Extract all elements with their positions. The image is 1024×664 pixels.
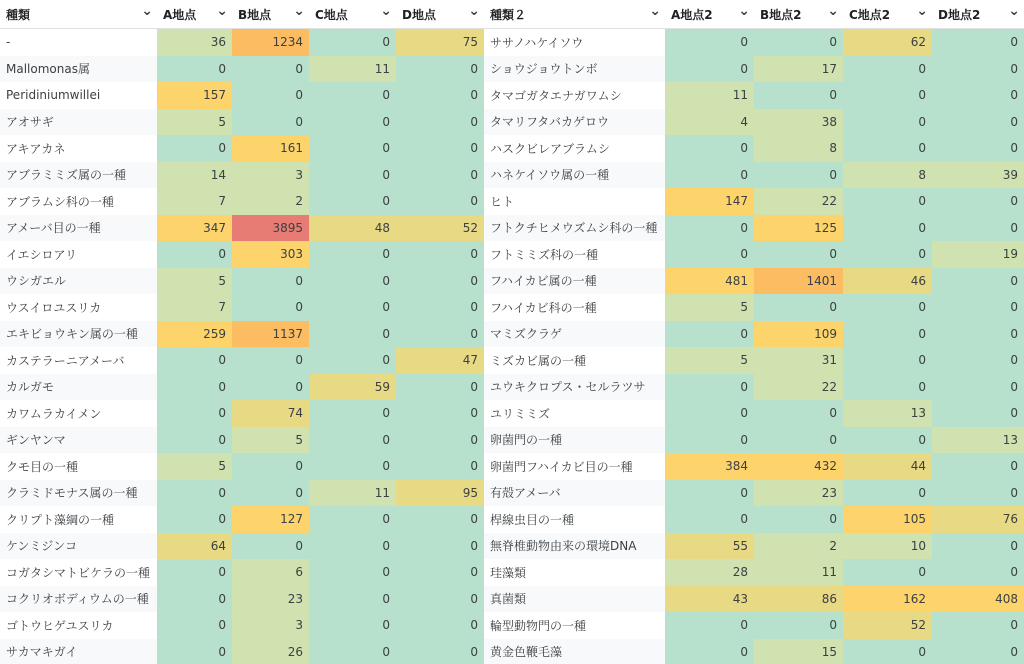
cell-a[interactable]: 7	[157, 294, 232, 321]
table-row	[0, 162, 1024, 189]
cell-b2[interactable]: 11	[754, 559, 843, 586]
cell-d2[interactable]: 0	[932, 559, 1024, 586]
cell-b2[interactable]: 0	[754, 506, 843, 533]
cell-c2[interactable]: 0	[843, 347, 932, 374]
cell-d2[interactable]: 0	[932, 268, 1024, 295]
cell-c[interactable]: 0	[309, 559, 396, 586]
cell-c[interactable]: 0	[309, 294, 396, 321]
cell-b[interactable]: 6	[232, 559, 309, 586]
cell-c2[interactable]: 46	[843, 268, 932, 295]
cell-b[interactable]: 0	[232, 480, 309, 507]
chevron-down-icon[interactable]: ⌄	[916, 3, 928, 19]
species-name-cell[interactable]: フトミミズ科の一種	[484, 241, 665, 268]
table-row	[0, 506, 1024, 533]
cell-b[interactable]: 0	[232, 268, 309, 295]
cell-c[interactable]: 0	[309, 347, 396, 374]
cell-d2[interactable]: 0	[932, 639, 1024, 664]
cell-d2[interactable]: 0	[932, 612, 1024, 639]
cell-c2[interactable]: 0	[843, 427, 932, 454]
cell-b[interactable]: 0	[232, 82, 309, 109]
cell-d[interactable]: 0	[396, 241, 484, 268]
species-name-cell[interactable]: ヒト	[484, 188, 665, 215]
species-name-cell[interactable]: ケンミジンコ	[0, 533, 157, 560]
species-name-cell[interactable]: クラミドモナス属の一種	[0, 480, 157, 507]
species-name-cell[interactable]: ユリミミズ	[484, 400, 665, 427]
cell-b[interactable]: 0	[232, 374, 309, 401]
cell-d2[interactable]: 76	[932, 506, 1024, 533]
cell-c2[interactable]: 0	[843, 109, 932, 136]
cell-c[interactable]: 0	[309, 188, 396, 215]
table-row	[0, 268, 1024, 295]
cell-a[interactable]: 14	[157, 162, 232, 189]
cell-a[interactable]: 0	[157, 56, 232, 83]
cell-a2[interactable]: 5	[665, 294, 754, 321]
cell-b2[interactable]: 8	[754, 135, 843, 162]
species-name-cell[interactable]: 有殻アメーバ	[484, 480, 665, 507]
cell-d[interactable]: 0	[396, 135, 484, 162]
cell-a2[interactable]: 0	[665, 56, 754, 83]
chevron-down-icon[interactable]: ⌄	[380, 3, 392, 19]
cell-b2[interactable]: 0	[754, 29, 843, 56]
cell-a2[interactable]: 384	[665, 453, 754, 480]
cell-b[interactable]: 3	[232, 162, 309, 189]
cell-b[interactable]: 74	[232, 400, 309, 427]
column-header-b2[interactable]	[754, 0, 843, 29]
column-header-label: C地点2	[849, 7, 891, 22]
species-name-cell[interactable]: カルガモ	[0, 374, 157, 401]
column-header-c[interactable]	[309, 0, 396, 29]
cell-a[interactable]: 259	[157, 321, 232, 348]
cell-d[interactable]: 95	[396, 480, 484, 507]
cell-d2[interactable]: 0	[932, 400, 1024, 427]
cell-b[interactable]: 0	[232, 56, 309, 83]
cell-c[interactable]: 0	[309, 586, 396, 613]
species-name-cell[interactable]: コクリオボディウムの一種	[0, 586, 157, 613]
cell-c[interactable]: 0	[309, 162, 396, 189]
cell-b2[interactable]: 22	[754, 374, 843, 401]
cell-c[interactable]: 0	[309, 506, 396, 533]
species-name-cell[interactable]: クリプト藻綱の一種	[0, 506, 157, 533]
species-name-cell[interactable]: 輪型動物門の一種	[484, 612, 665, 639]
species-name-cell[interactable]: ハネケイソウ属の一種	[484, 162, 665, 189]
table-row	[0, 453, 1024, 480]
cell-a2[interactable]: 0	[665, 321, 754, 348]
species-name-cell[interactable]: カワムラカイメン	[0, 400, 157, 427]
species-name-cell[interactable]: ユウキクロプス・セルラツサ	[484, 374, 665, 401]
cell-b[interactable]: 127	[232, 506, 309, 533]
cell-d[interactable]: 0	[396, 559, 484, 586]
cell-a2[interactable]: 5	[665, 347, 754, 374]
cell-a[interactable]: 0	[157, 135, 232, 162]
table-row	[0, 188, 1024, 215]
cell-d[interactable]: 0	[396, 586, 484, 613]
chevron-down-icon[interactable]: ⌄	[649, 3, 661, 19]
cell-a[interactable]: 0	[157, 586, 232, 613]
cell-b[interactable]: 1137	[232, 321, 309, 348]
cell-c[interactable]: 59	[309, 374, 396, 401]
column-header-label: A地点2	[671, 7, 713, 22]
cell-c2[interactable]: 105	[843, 506, 932, 533]
cell-d[interactable]: 0	[396, 162, 484, 189]
cell-d2[interactable]: 0	[932, 533, 1024, 560]
cell-b2[interactable]: 15	[754, 639, 843, 664]
cell-a2[interactable]: 0	[665, 612, 754, 639]
species-name-cell[interactable]: ウシガエル	[0, 268, 157, 295]
cell-a2[interactable]: 147	[665, 188, 754, 215]
cell-c[interactable]: 0	[309, 639, 396, 664]
cell-a2[interactable]: 0	[665, 506, 754, 533]
cell-a[interactable]: 0	[157, 427, 232, 454]
table-row	[0, 241, 1024, 268]
table-row	[0, 82, 1024, 109]
cell-a2[interactable]: 0	[665, 374, 754, 401]
cell-d2[interactable]: 0	[932, 82, 1024, 109]
species-name-cell[interactable]: 卵菌門の一種	[484, 427, 665, 454]
cell-c[interactable]: 0	[309, 109, 396, 136]
species-name-cell[interactable]: 黄金色鞭毛藻	[484, 639, 665, 664]
species-name-cell[interactable]: ゴトウヒゲユスリカ	[0, 612, 157, 639]
cell-a[interactable]: 0	[157, 347, 232, 374]
species-name-cell[interactable]: 無脊椎動物由来の環境DNA	[484, 533, 665, 560]
cell-b2[interactable]: 0	[754, 427, 843, 454]
cell-c2[interactable]: 0	[843, 639, 932, 664]
cell-a[interactable]: 36	[157, 29, 232, 56]
cell-b2[interactable]: 38	[754, 109, 843, 136]
header-row	[0, 0, 1024, 29]
cell-b2[interactable]: 22	[754, 188, 843, 215]
species-name-cell[interactable]: アブラミミズ属の一種	[0, 162, 157, 189]
species-name-cell[interactable]: ハスクビレアブラムシ	[484, 135, 665, 162]
cell-b2[interactable]: 23	[754, 480, 843, 507]
cell-b2[interactable]: 86	[754, 586, 843, 613]
cell-d[interactable]: 0	[396, 506, 484, 533]
cell-b[interactable]: 5	[232, 427, 309, 454]
species-name-cell[interactable]: クモ目の一種	[0, 453, 157, 480]
table-row	[0, 321, 1024, 348]
cell-b2[interactable]: 0	[754, 241, 843, 268]
cell-d2[interactable]: 408	[932, 586, 1024, 613]
table-row	[0, 109, 1024, 136]
cell-b2[interactable]: 0	[754, 294, 843, 321]
species-name-cell[interactable]: フハイカビ属の一種	[484, 268, 665, 295]
cell-b2[interactable]: 2	[754, 533, 843, 560]
cell-c[interactable]: 0	[309, 612, 396, 639]
table-row	[0, 215, 1024, 242]
column-header-c2[interactable]	[843, 0, 932, 29]
cell-c[interactable]: 0	[309, 453, 396, 480]
species-name-cell[interactable]: 珪藻類	[484, 559, 665, 586]
species-name-cell[interactable]: アオサギ	[0, 109, 157, 136]
cell-b[interactable]: 0	[232, 109, 309, 136]
table-row	[0, 559, 1024, 586]
cell-a[interactable]: 0	[157, 612, 232, 639]
cell-a[interactable]: 0	[157, 480, 232, 507]
cell-a[interactable]: 0	[157, 374, 232, 401]
species-name-cell[interactable]: フトクチヒメウズムシ科の一種	[484, 215, 665, 242]
table-row	[0, 533, 1024, 560]
cell-b[interactable]: 2	[232, 188, 309, 215]
cell-c2[interactable]: 0	[843, 559, 932, 586]
cell-a[interactable]: 7	[157, 188, 232, 215]
column-header-label: 種類２	[490, 7, 527, 22]
cell-d2[interactable]: 0	[932, 188, 1024, 215]
column-header-label: B地点2	[760, 7, 802, 22]
table-row	[0, 612, 1024, 639]
cell-c2[interactable]: 0	[843, 215, 932, 242]
cell-b[interactable]: 161	[232, 135, 309, 162]
table-row	[0, 374, 1024, 401]
species-name-cell[interactable]: タマリフタバカゲロウ	[484, 109, 665, 136]
species-name-cell[interactable]: マミズクラゲ	[484, 321, 665, 348]
cell-a[interactable]: 64	[157, 533, 232, 560]
column-header-label: 種類	[6, 7, 31, 22]
cell-a[interactable]: 0	[157, 506, 232, 533]
column-header-d2[interactable]	[932, 0, 1024, 29]
cell-c[interactable]: 48	[309, 215, 396, 242]
cell-d[interactable]: 0	[396, 109, 484, 136]
cell-b2[interactable]: 432	[754, 453, 843, 480]
species-name-cell[interactable]: ギンヤンマ	[0, 427, 157, 454]
cell-c[interactable]: 0	[309, 321, 396, 348]
cell-d[interactable]: 0	[396, 56, 484, 83]
cell-b2[interactable]: 1401	[754, 268, 843, 295]
cell-b[interactable]: 26	[232, 639, 309, 664]
species-name-cell[interactable]: -	[0, 29, 157, 56]
chevron-down-icon[interactable]: ⌄	[293, 3, 305, 19]
cell-d[interactable]: 0	[396, 453, 484, 480]
cell-c[interactable]: 0	[309, 241, 396, 268]
cell-c2[interactable]: 0	[843, 135, 932, 162]
cell-c2[interactable]: 0	[843, 480, 932, 507]
cell-a2[interactable]: 43	[665, 586, 754, 613]
species-name-cell[interactable]: アブラムシ科の一種	[0, 188, 157, 215]
table-row	[0, 294, 1024, 321]
chevron-down-icon[interactable]: ⌄	[216, 3, 228, 19]
cell-d2[interactable]: 0	[932, 29, 1024, 56]
cell-b[interactable]: 0	[232, 453, 309, 480]
cell-d[interactable]: 0	[396, 533, 484, 560]
cell-a2[interactable]: 0	[665, 29, 754, 56]
cell-a[interactable]: 157	[157, 82, 232, 109]
cell-b2[interactable]: 0	[754, 400, 843, 427]
cell-b2[interactable]: 31	[754, 347, 843, 374]
cell-b[interactable]: 3	[232, 612, 309, 639]
chevron-down-icon[interactable]: ⌄	[738, 3, 750, 19]
cell-a2[interactable]: 0	[665, 241, 754, 268]
species-name-cell[interactable]: エキビョウキン属の一種	[0, 321, 157, 348]
cell-d2[interactable]: 13	[932, 427, 1024, 454]
cell-c2[interactable]: 8	[843, 162, 932, 189]
cell-c2[interactable]: 44	[843, 453, 932, 480]
column-header-d[interactable]	[396, 0, 484, 29]
chevron-down-icon[interactable]: ⌄	[468, 3, 480, 19]
cell-a2[interactable]: 0	[665, 427, 754, 454]
column-header-label: D地点	[402, 7, 436, 22]
cell-a2[interactable]: 0	[665, 162, 754, 189]
species-name-cell[interactable]: 桿線虫目の一種	[484, 506, 665, 533]
cell-b2[interactable]: 0	[754, 82, 843, 109]
cell-d2[interactable]: 19	[932, 241, 1024, 268]
species-name-cell[interactable]: カステラーニアメーバ	[0, 347, 157, 374]
table-row	[0, 29, 1024, 56]
cell-c[interactable]: 0	[309, 135, 396, 162]
cell-d[interactable]: 47	[396, 347, 484, 374]
species-name-cell[interactable]: ササノハケイソウ	[484, 29, 665, 56]
cell-a[interactable]: 0	[157, 639, 232, 664]
cell-d2[interactable]: 0	[932, 321, 1024, 348]
cell-d2[interactable]: 0	[932, 56, 1024, 83]
cell-c2[interactable]: 0	[843, 374, 932, 401]
cell-c2[interactable]: 10	[843, 533, 932, 560]
cell-d[interactable]: 0	[396, 612, 484, 639]
species-name-cell[interactable]: Peridiniumwillei	[0, 82, 157, 109]
species-name-cell[interactable]: フハイカビ科の一種	[484, 294, 665, 321]
column-header-a2[interactable]	[665, 0, 754, 29]
species-name-cell[interactable]: サカマキガイ	[0, 639, 157, 664]
cell-c2[interactable]: 62	[843, 29, 932, 56]
column-header-species2[interactable]	[484, 0, 665, 29]
cell-a2[interactable]: 481	[665, 268, 754, 295]
cell-b[interactable]: 0	[232, 533, 309, 560]
cell-b2[interactable]: 0	[754, 162, 843, 189]
cell-d[interactable]: 0	[396, 639, 484, 664]
cell-c2[interactable]: 0	[843, 188, 932, 215]
cell-b2[interactable]: 0	[754, 612, 843, 639]
cell-c2[interactable]: 0	[843, 241, 932, 268]
table-row	[0, 400, 1024, 427]
cell-a2[interactable]: 0	[665, 400, 754, 427]
cell-c[interactable]: 11	[309, 480, 396, 507]
species-name-cell[interactable]: ウスイロユスリカ	[0, 294, 157, 321]
cell-d2[interactable]: 0	[932, 215, 1024, 242]
table-row	[0, 56, 1024, 83]
cell-c[interactable]: 11	[309, 56, 396, 83]
column-header-label: B地点	[238, 7, 272, 22]
cell-a2[interactable]: 0	[665, 480, 754, 507]
column-header-label: D地点2	[938, 7, 981, 22]
column-header-a[interactable]	[157, 0, 232, 29]
cell-a[interactable]: 347	[157, 215, 232, 242]
cell-b[interactable]: 3895	[232, 215, 309, 242]
cell-d[interactable]: 52	[396, 215, 484, 242]
cell-a[interactable]: 0	[157, 559, 232, 586]
cell-d[interactable]: 75	[396, 29, 484, 56]
cell-a[interactable]: 0	[157, 241, 232, 268]
table-row	[0, 586, 1024, 613]
cell-b[interactable]: 0	[232, 294, 309, 321]
cell-a2[interactable]: 11	[665, 82, 754, 109]
species-name-cell[interactable]: 真菌類	[484, 586, 665, 613]
cell-d[interactable]: 0	[396, 294, 484, 321]
cell-d[interactable]: 0	[396, 400, 484, 427]
cell-d2[interactable]: 0	[932, 453, 1024, 480]
cell-d[interactable]: 0	[396, 427, 484, 454]
cell-a2[interactable]: 55	[665, 533, 754, 560]
chevron-down-icon[interactable]: ⌄	[827, 3, 839, 19]
cell-c2[interactable]: 162	[843, 586, 932, 613]
cell-c2[interactable]: 0	[843, 56, 932, 83]
species-name-cell[interactable]: アメーバ目の一種	[0, 215, 157, 242]
chevron-down-icon[interactable]: ⌄	[1008, 3, 1020, 19]
cell-c[interactable]: 0	[309, 29, 396, 56]
cell-c2[interactable]: 52	[843, 612, 932, 639]
cell-c2[interactable]: 0	[843, 294, 932, 321]
table-body	[0, 29, 1024, 664]
cell-a[interactable]: 0	[157, 400, 232, 427]
cell-a2[interactable]: 4	[665, 109, 754, 136]
cell-c[interactable]: 0	[309, 427, 396, 454]
column-header-label: C地点	[315, 7, 348, 22]
species-name-cell[interactable]: 卵菌門フハイカビ目の一種	[484, 453, 665, 480]
cell-b[interactable]: 1234	[232, 29, 309, 56]
cell-a2[interactable]: 0	[665, 639, 754, 664]
cell-c2[interactable]: 0	[843, 321, 932, 348]
cell-d2[interactable]: 0	[932, 374, 1024, 401]
cell-d2[interactable]: 0	[932, 347, 1024, 374]
cell-b2[interactable]: 109	[754, 321, 843, 348]
cell-d2[interactable]: 0	[932, 480, 1024, 507]
cell-d2[interactable]: 0	[932, 109, 1024, 136]
cell-d2[interactable]: 39	[932, 162, 1024, 189]
table-row	[0, 427, 1024, 454]
table-row	[0, 480, 1024, 507]
cell-d[interactable]: 0	[396, 321, 484, 348]
cell-a2[interactable]: 28	[665, 559, 754, 586]
cell-b[interactable]: 303	[232, 241, 309, 268]
cell-b2[interactable]: 17	[754, 56, 843, 83]
cell-c[interactable]: 0	[309, 268, 396, 295]
cell-a2[interactable]: 0	[665, 215, 754, 242]
cell-c2[interactable]: 13	[843, 400, 932, 427]
species-name-cell[interactable]: コガタシマトビケラの一種	[0, 559, 157, 586]
cell-c2[interactable]: 0	[843, 82, 932, 109]
cell-c[interactable]: 0	[309, 533, 396, 560]
cell-d2[interactable]: 0	[932, 135, 1024, 162]
cell-d[interactable]: 0	[396, 374, 484, 401]
cell-a[interactable]: 5	[157, 268, 232, 295]
table-row	[0, 639, 1024, 664]
species-name-cell[interactable]: アキアカネ	[0, 135, 157, 162]
column-header-species[interactable]	[0, 0, 157, 29]
cell-c[interactable]: 0	[309, 82, 396, 109]
species-name-cell[interactable]: ミズカビ属の一種	[484, 347, 665, 374]
cell-d2[interactable]: 0	[932, 294, 1024, 321]
species-name-cell[interactable]: イエシロアリ	[0, 241, 157, 268]
cell-d[interactable]: 0	[396, 82, 484, 109]
cell-d[interactable]: 0	[396, 188, 484, 215]
cell-a[interactable]: 5	[157, 109, 232, 136]
chevron-down-icon[interactable]: ⌄	[141, 3, 153, 19]
species-name-cell[interactable]: タマゴガタエナガワムシ	[484, 82, 665, 109]
cell-b2[interactable]: 125	[754, 215, 843, 242]
cell-a2[interactable]: 0	[665, 135, 754, 162]
cell-c[interactable]: 0	[309, 400, 396, 427]
table-row	[0, 347, 1024, 374]
species-name-cell[interactable]: Mallomonas属	[0, 56, 157, 83]
cell-d[interactable]: 0	[396, 268, 484, 295]
column-header-label: A地点	[163, 7, 197, 22]
cell-a[interactable]: 5	[157, 453, 232, 480]
column-header-b[interactable]	[232, 0, 309, 29]
species-name-cell[interactable]: ショウジョウトンボ	[484, 56, 665, 83]
table-row	[0, 135, 1024, 162]
cell-b[interactable]: 23	[232, 586, 309, 613]
cell-b[interactable]: 0	[232, 347, 309, 374]
